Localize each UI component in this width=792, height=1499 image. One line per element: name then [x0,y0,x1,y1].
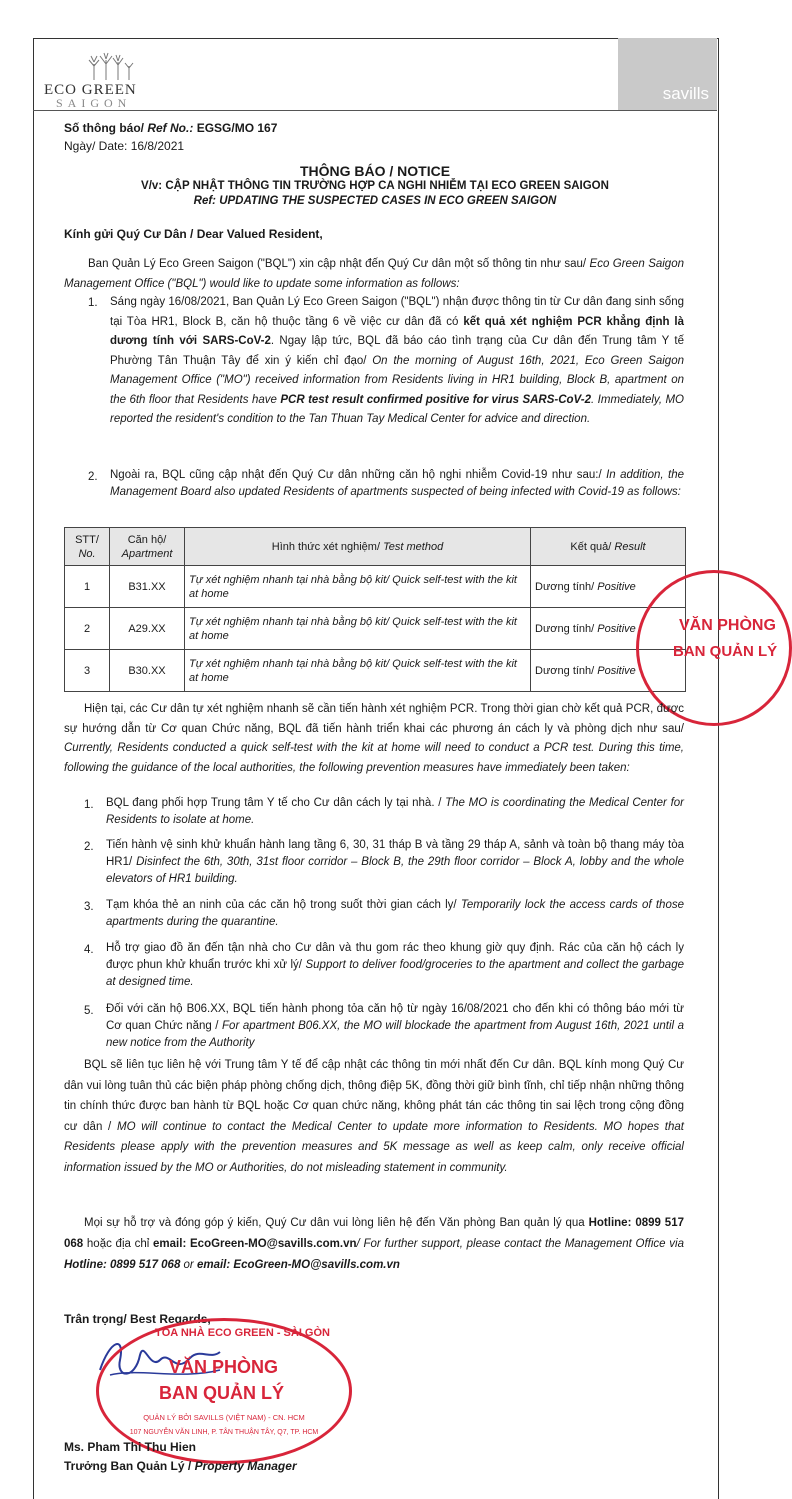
col-stt-en: No. [78,547,96,560]
measure-3-en: Temporarily lock the access cards of those apartments during the quarantine. [106,899,684,928]
item-1-number: 1. [88,297,98,309]
col-method-en: Test method [383,540,444,553]
col-result [531,528,686,566]
measure-2-vi: Tiến hành vệ sinh khử khuẩn hành lang tầng 6, 30, 31 tháp B và tầng 29 tháp A, sảnh và toàn bộ thang máy tòa HR1/ [106,839,684,868]
row-3-stt: 3 [65,650,110,692]
item-1-f: . Immediately, MO reported the resident's condition to the Tan Thuan Tay Medical Center for advice and direction. [110,393,684,425]
stamp-top-text: TÒA NHÀ ECO GREEN - SÀI GÒN [155,1327,330,1339]
support-d: or [180,1259,197,1271]
table-row [65,608,686,650]
col-result-vi: Kết quả/ [570,540,612,553]
hotline-en: Hotline: 0899 517 068 [64,1259,181,1271]
intro-vi: Ban Quản Lý Eco Green Saigon ("BQL") xin cập nhật đến Quý Cư dân một số thông tin như sau/ [88,258,587,270]
notice-date: Ngày/ Date: 16/8/2021 [64,139,185,153]
measure-5 [106,1001,684,1052]
row-1-stt: 1 [65,566,110,608]
row-3-method [185,650,531,692]
savills-logo [618,38,717,110]
row-1-method-en: Quick self-test with the kit at home [189,573,517,600]
measure-1-en: The MO is coordinating the Medical Center for Residents to isolate at home. [106,797,684,826]
subject-vi: V/v: CẬP NHẬT THÔNG TIN TRƯỜNG HỢP CA NGHI NHIỄM TẠI ECO GREEN SAIGON [141,180,609,192]
measure-2-number: 2. [84,841,94,853]
subject-en: Ref: UPDATING THE SUSPECTED CASES IN ECO GREEN SAIGON [193,195,557,207]
closing-vi: BQL sẽ liên tục liên hệ với Trung tâm Y tế để cập nhật các thông tin mới nhất đến Cư dân. BQL kính mong Quý Cư dân vui lòng tuân thủ các biện pháp phòng chống dịch, thông điệp 5K, đồng thời giữ bình tĩnh, chỉ tiếp nhận những thông tin chính thức được ban hành từ BQL hoặc Cơ quan chức năng, không phát tán các thông tin sai lệch trong cộng đồng cư dân / [64,1059,684,1133]
item-2-b: In addition, the Management Board also updated Residents of apartments suspected of being infected with Covid-19 as follows: [110,469,684,498]
row-2-result-en: Positive [597,622,636,635]
measures-intro-vi: Hiện tại, các Cư dân tự xét nghiệm nhanh sẽ cần tiến hành xét nghiệm PCR. Trong thời gian chờ kết quả PCR, được sự hướng dẫn từ Cơ quan Chức năng, BQL đã tiến hành triển khai các phương án cách ly và phòng dịch như sau/ [64,703,684,735]
row-1-method [185,566,531,608]
row-1-result-en: Positive [597,580,636,593]
measure-2-en: Disinfect the 6th, 30th, 31st floor corridor – Block B, the 29th floor corridor – Block A, lobby and the whole elevators of HR1 building. [106,856,685,885]
table-row [65,650,686,692]
measure-1 [106,795,684,829]
closing-paragraph [64,1055,684,1178]
col-apt-vi: Căn hộ/ [127,533,167,546]
email-en-link[interactable]: email: EcoGreen-MO@savills.com.vn [196,1259,400,1271]
row-3-result-vi: Dương tính/ [535,664,595,677]
measures-intro-en: Currently, Residents conducted a quick self-test with the kit at home will need to conduct a PCR test. During this time, following the guidance of the local authorities, the following prevention measures have immediately been taken: [64,742,684,774]
item-1-d: On the morning of August 16th, 2021, Eco Green Saigon Management Office ("MO") received information from Residents living in HR1 building, Block B, apartment on the 6th floor that Residents have [110,354,684,406]
support-b: hoặc địa chỉ [83,1238,154,1250]
table-header-row [65,528,686,566]
logo-saigon-text: SAIGON [56,96,132,110]
row-1-method-vi: Tự xét nghiệm nhanh tại nhà bằng bộ kit/ [189,573,390,586]
stamp-ban-quan-ly: BAN QUẢN LÝ [159,1383,284,1403]
item-2-number: 2. [88,471,98,483]
item-1-c: . Ngay lập tức, BQL đã báo cáo tình trạng của Cư dân đến Trung tâm Y tế Phường Tân Thuận Tây để xin ý kiến chỉ đạo/ [110,335,684,367]
measure-5-en: For apartment B06.XX, the MO will blockade the apartment from August 16th, 2021 until a new notice from the Authority [106,1020,684,1049]
hotline-number: 0899 517 068 [64,1217,684,1250]
measure-3 [106,897,684,931]
measure-1-number: 1. [84,799,94,811]
logo-eco-green-text: ECO GREEN [44,82,137,98]
signer-title [64,1457,297,1477]
stamp-van-phong: VĂN PHÒNG [169,1357,279,1377]
signer-name: Ms. Pham Thi Thu Hien [64,1440,197,1454]
reference-number [64,121,277,135]
item-1-b: kết quả xét nghiệm PCR khẳng định là dương tính với SARS-CoV-2 [110,315,684,347]
col-method [185,528,531,566]
regards-text: Trân trọng/ Best Regards, [64,1312,211,1326]
intro-en: Eco Green Saigon Management Office ("BQL") would like to update some information as follows: [64,258,684,290]
row-1-result-vi: Dương tính/ [535,580,595,593]
stamp-bottom-text: QUẢN LÝ BỞI SAVILLS (VIỆT NAM) - CN. HCM [143,1413,305,1422]
item-2-text [110,467,684,501]
row-2-method-vi: Tự xét nghiệm nhanh tại nhà bằng bộ kit/ [189,615,390,628]
row-3-result-en: Positive [597,664,636,677]
item-2-a: Ngoài ra, BQL cũng cập nhật đến Quý Cư dân những căn hộ nghi nhiễm Covid-19 như sau:/ [110,469,607,481]
row-2-apartment: A29.XX [110,608,185,650]
row-3-method-en: Quick self-test with the kit at home [189,657,517,684]
notice-title: THÔNG BÁO / NOTICE [299,163,451,179]
support-c: / For further support, please contact the Management Office via [356,1238,684,1250]
support-paragraph [64,1213,684,1276]
col-stt-vi: STT/ [75,533,99,546]
row-2-stt: 2 [65,608,110,650]
suspected-cases-table [64,527,686,692]
tree-icon [86,52,136,80]
measure-4-number: 4. [84,944,94,956]
row-2-result-vi: Dương tính/ [535,622,595,635]
item-1-a: Sáng ngày 16/08/2021, Ban Quản Lý Eco Green Saigon ("BQL") nhận được thông tin từ Cư dân đang sinh sống tại Tòa HR1, Block B, căn hộ thuộc tầng 6 về việc cư dân đã có [110,296,684,328]
ref-label-en: Ref No.: [147,121,194,135]
email-link[interactable]: EcoGreen-MO@savills.com.vn [190,1238,357,1250]
measure-5-number: 5. [84,1005,94,1017]
measure-3-number: 3. [84,901,94,913]
signer-title-en: Property Manager [194,1459,297,1473]
support-a: Mọi sự hỗ trợ và đóng góp ý kiến, Quý Cư dân vui lòng liên hệ đến Văn phòng Ban quản lý qua [84,1217,589,1229]
measure-2 [106,837,684,888]
ref-no-value: EGSG/MO 167 [196,121,278,135]
stamp-address: 107 NGUYỄN VĂN LINH, P. TÂN THUẬN TÂY, Q7, TP. HCM [129,1429,319,1436]
row-2-method-en: Quick self-test with the kit at home [189,615,517,642]
measures-intro [64,700,684,778]
hotline-label: Hotline: [588,1217,632,1229]
intro-paragraph [64,255,684,294]
greeting: Kính gửi Quý Cư Dân / Dear Valued Resident, [64,227,323,241]
measure-4-vi: Hỗ trợ giao đồ ăn đến tận nhà cho Cư dân và thu gom rác theo khung giờ quy định. Rác của căn hộ cách ly được phun khử khuẩn trước khi xử lý/ [106,942,684,971]
header-divider [33,110,717,111]
item-1-e: PCR test result confirmed positive for virus SARS-CoV-2 [280,393,592,406]
col-method-vi: Hình thức xét nghiệm/ [271,540,381,553]
col-apt-en: Apartment [121,547,173,560]
measure-4 [106,940,684,991]
email-label: email: [153,1238,187,1250]
savills-logo-text: savills [662,84,709,103]
measure-5-vi: Đối với căn hộ B06.XX, BQL tiến hành phong tỏa căn hộ từ ngày 16/08/2021 cho đến khi có thông báo mới từ Cơ quan Chức năng / [106,1003,684,1032]
row-2-method [185,608,531,650]
row-3-apartment: B30.XX [110,650,185,692]
measure-4-en: Support to deliver food/groceries to the apartment and collect the garbage at designed time. [106,959,684,988]
row-3-method-vi: Tự xét nghiệm nhanh tại nhà bằng bộ kit/ [189,657,390,670]
eco-green-logo [44,52,174,112]
stamp-right-van: VĂN PHÒNG [679,617,776,634]
col-apartment [110,528,185,566]
measure-3-vi: Tạm khóa thẻ an ninh của các căn hộ trong suốt thời gian cách ly/ [106,899,457,911]
ref-label-vi: Số thông báo/ [64,121,144,135]
item-1-text [110,293,684,430]
closing-en: MO will continue to contact the Medical Center to update more information to Residents. MO hopes that Residents please apply with the prevention measures and 5K message as well as keep calm, only receive official information issued by the MO or Authorities, do not misleading statement in community. [64,1120,684,1174]
col-result-en: Result [614,540,646,553]
signer-title-vi: Trưởng Ban Quản Lý / [64,1459,192,1473]
col-stt [65,528,110,566]
measure-1-vi: BQL đang phối hợp Trung tâm Y tế cho Cư dân cách ly tại nhà. / [106,797,442,809]
row-1-apartment: B31.XX [110,566,185,608]
stamp-right-ban: BAN QUẢN LÝ [673,643,778,660]
table-row [65,566,686,608]
